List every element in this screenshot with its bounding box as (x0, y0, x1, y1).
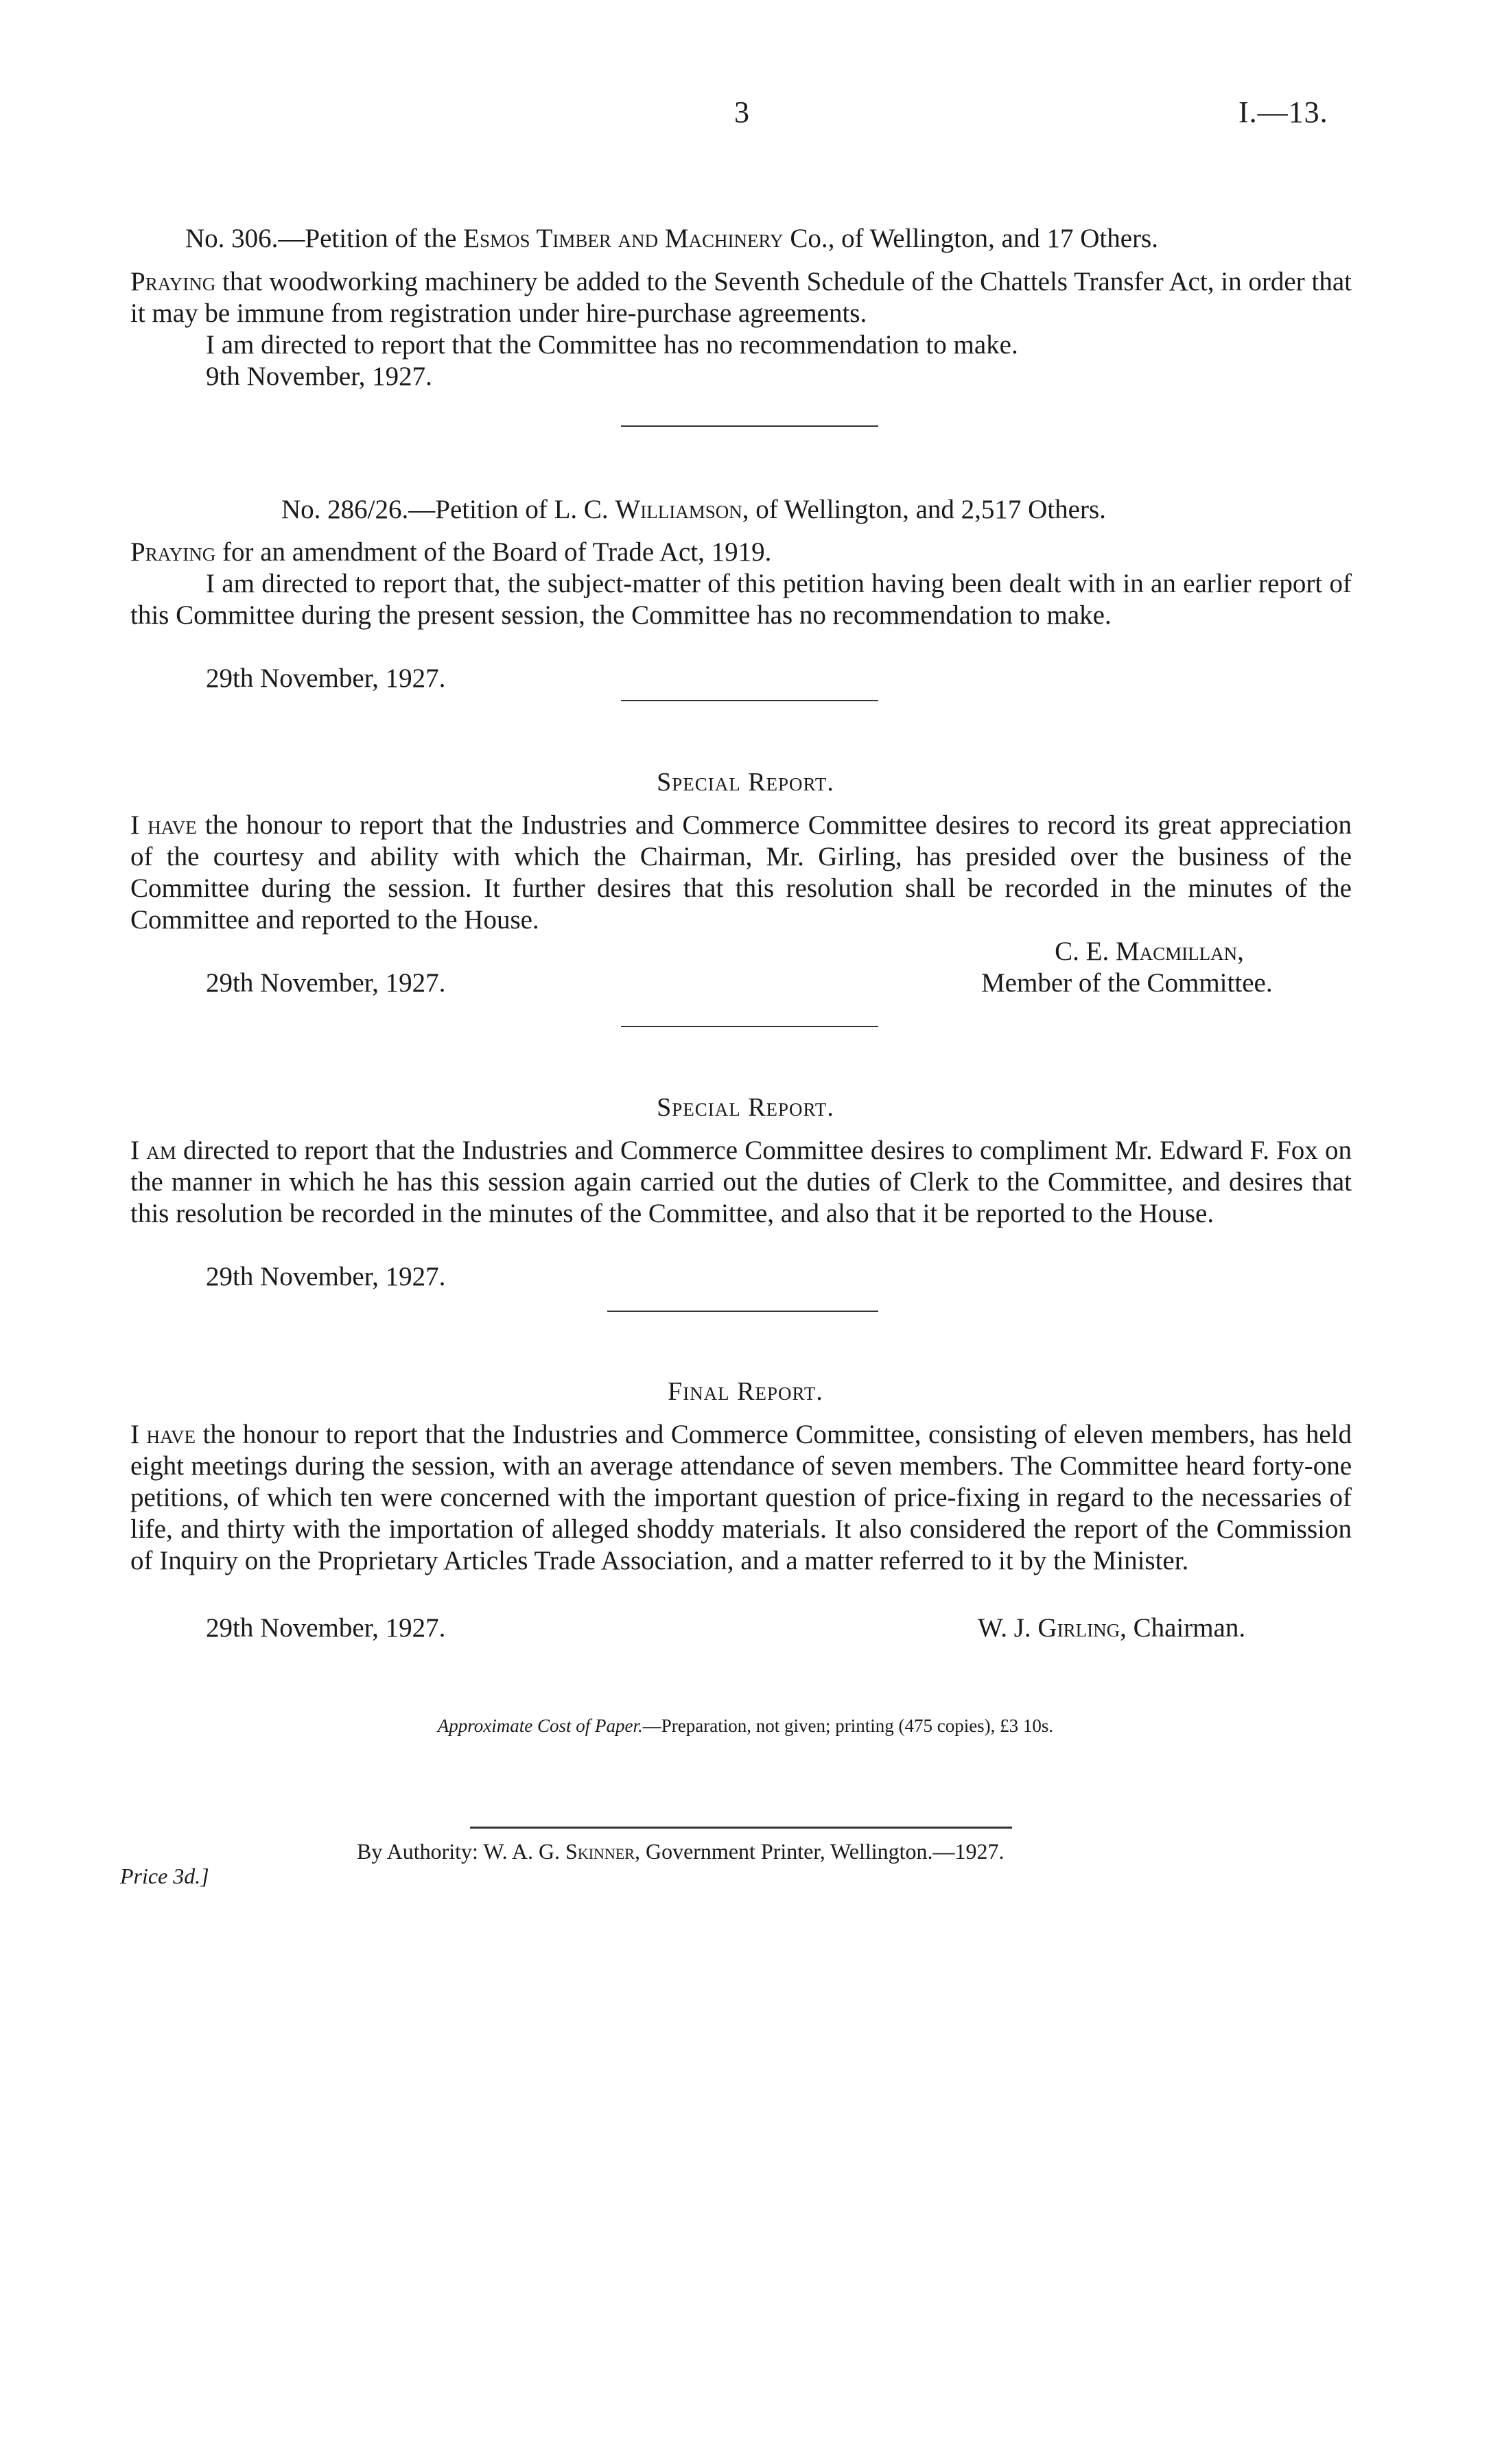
special-report-1-heading: Special Report. (657, 768, 834, 797)
special-report-1-date: 29th November, 1927. (206, 968, 446, 998)
final-report-signatory: W. J. Girling, Chairman. (978, 1613, 1246, 1643)
divider (621, 1026, 878, 1027)
special-report-1-signatory-name: C. E. Macmillan, (1055, 937, 1244, 966)
final-report-heading: Final Report. (668, 1377, 823, 1406)
special-report-2-body: I am directed to report that the Industries and Commerce Committee desires to compliment Mr. Edward F. Fox on the manner in which he has this session again carried out the duties of Clerk to the Committee, and desires that this resolution be recorded in the minutes of the Committee, and also that it be reported to the House. (130, 1136, 1352, 1228)
petition-306-report: I am directed to report that the Committee has no recommendation to make. (206, 330, 1018, 360)
petition-286-title: No. 286/26.—Petition of L. C. Williamson, of Wellington, and 2,517 Others. (281, 495, 1106, 524)
divider (621, 700, 878, 701)
footer-rule (470, 1827, 1012, 1829)
petition-306-date: 9th November, 1927. (206, 362, 432, 391)
price-note: Price 3d.] (120, 1864, 209, 1888)
petition-286-report: I am directed to report that, the subject-matter of this petition having been dealt with in an earlier report of this Committee during the present session, the Committee has no recommendation to make. (130, 569, 1352, 630)
petition-306-title: No. 306.—Petition of the Esmos Timber and Machinery Co., of Wellington, and 17 Others. (185, 224, 1158, 253)
authority-line: By Authority: W. A. G. Skinner, Government Printer, Wellington.—1927. (357, 1839, 1005, 1864)
special-report-2-heading: Special Report. (657, 1093, 834, 1122)
divider (607, 1311, 878, 1312)
petition-286-praying: Praying for an amendment of the Board of Trade Act, 1919. (130, 537, 772, 567)
final-report-date: 29th November, 1927. (206, 1613, 446, 1643)
special-report-1-body: I have the honour to report that the Industries and Commerce Committee desires to record its great appreciation of the courtesy and ability with which the Chairman, Mr. Girling, has presided over the business of the Committee during the session. It further desires that this resolution shall be recorded in the minutes of the Committee and reported to the House. (130, 810, 1352, 935)
petition-306-praying: Praying that woodworking machinery be added to the Seventh Schedule of the Chattels Transfer Act, in order that it may be immune from registration under hire-purchase agreements. (130, 267, 1352, 328)
cost-note: Approximate Cost of Paper.—Preparation, not given; printing (475 copies), £3 10s. (437, 1715, 1054, 1736)
divider (621, 425, 878, 427)
petition-286-date: 29th November, 1927. (206, 664, 446, 693)
page-number: 3 (734, 95, 749, 129)
special-report-1-signatory-title: Member of the Committee. (981, 968, 1273, 998)
final-report-body: I have the honour to report that the Industries and Commerce Committee, consisting of eleven members, has held eight meetings during the session, with an average attendance of seven members. The Committee heard forty-one petitions, of which ten were concerned with the important question of price-fixing in regard to the necessaries of life, and thirty with the importation of alleged shoddy materials. It also considered the report of the Commission of Inquiry on the Proprietary Articles Trade Association, and a matter referred to it by the Minister. (130, 1420, 1352, 1575)
special-report-2-date: 29th November, 1927. (206, 1262, 446, 1291)
paper-code: I.—13. (1238, 95, 1328, 129)
